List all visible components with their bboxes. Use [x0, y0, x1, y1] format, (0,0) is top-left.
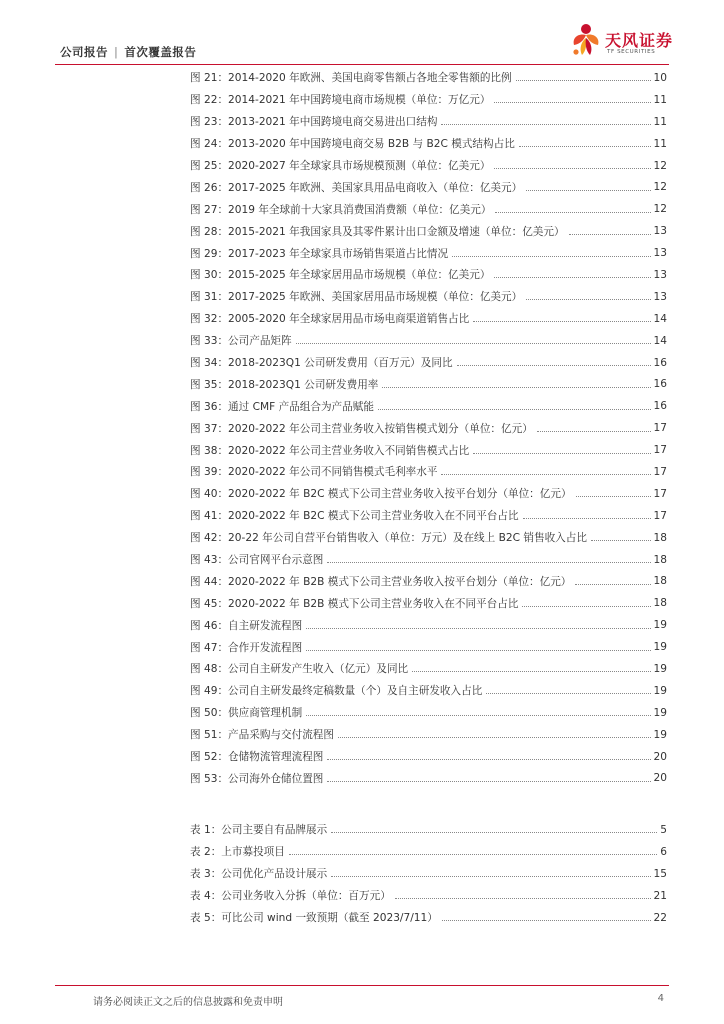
figure-entry-page: 20: [653, 750, 667, 763]
figure-entry[interactable]: [190, 636, 667, 658]
figure-entry-page: 11: [653, 93, 667, 106]
table-entry-page: 22: [653, 911, 667, 924]
dot-leader: [327, 781, 650, 782]
dot-leader: [523, 518, 651, 519]
dot-leader: [306, 715, 650, 716]
figure-entry-label: 图 42：20-22 年公司自营平台销售收入（单位：万元）及在线上 B2C 销售收入占比: [190, 532, 587, 545]
table-entry[interactable]: [190, 863, 667, 885]
figure-entry[interactable]: [190, 417, 667, 439]
figure-entry-page: 19: [653, 684, 667, 697]
page-number: 4: [657, 993, 664, 1004]
figure-entry-label: 图 38：2020-2022 年公司主营业务收入不同销售模式占比: [190, 444, 470, 457]
figure-entry-label: 图 27：2019 年全球前十大家具消费国消费额（单位：亿美元）: [190, 203, 492, 216]
figure-entry-label: 图 39：2020-2022 年公司不同销售模式毛利率水平: [190, 466, 438, 479]
figure-entry-label: 图 31：2017-2025 年欧洲、美国家居用品市场规模（单位：亿美元）: [190, 291, 523, 304]
table-entry-label: 表 2：上市募投项目: [190, 846, 285, 859]
figure-entry-page: 18: [653, 575, 667, 588]
header-divider: [55, 64, 669, 65]
figure-entry-page: 17: [653, 487, 667, 500]
figure-entry-page: 13: [653, 247, 667, 260]
figure-entry[interactable]: [190, 133, 667, 155]
figure-entry-label: 图 25：2020-2027 年全球家具市场规模预测（单位：亿美元）: [190, 160, 491, 172]
dot-leader: [473, 453, 650, 454]
figure-entry[interactable]: [190, 395, 667, 417]
figure-entry-label: 图 26：2017-2025 年欧洲、美国家具用品电商收入（单位：亿美元）: [190, 181, 523, 194]
figure-entry[interactable]: [190, 570, 667, 592]
figure-entry[interactable]: [190, 89, 667, 111]
figure-entry-label: 图 50：供应商管理机制: [190, 707, 303, 720]
figure-entry-label: 图 41：2020-2022 年 B2C 模式下公司主营业务收入在不同平台占比: [190, 510, 519, 523]
footer-divider: [55, 985, 669, 986]
dot-leader: [516, 80, 651, 81]
figure-entry-label: 图 51：产品采购与交付流程图: [190, 729, 334, 742]
figure-entry[interactable]: [190, 308, 667, 330]
figure-entry-label: 图 29：2017-2023 年全球家具市场销售渠道占比情况: [190, 247, 449, 260]
table-entry[interactable]: [190, 819, 667, 841]
figure-entry-page: 10: [653, 71, 667, 84]
figure-entry-label: 图 40：2020-2022 年 B2C 模式下公司主营业务收入按平台划分（单位：亿元）: [190, 488, 572, 501]
dot-leader: [382, 387, 650, 388]
report-type: 公司报告: [60, 45, 108, 59]
figure-entry-label: 图 46：自主研发流程图: [190, 619, 303, 632]
dot-leader: [575, 584, 650, 585]
figure-entry-label: 图 33：公司产品矩阵: [190, 335, 292, 348]
dot-leader: [441, 474, 650, 475]
figure-entry-page: 13: [653, 290, 667, 303]
figure-entry-page: 12: [653, 181, 667, 194]
dot-leader: [412, 671, 650, 672]
figure-entry-label: 图 43：公司官网平台示意图: [190, 554, 324, 567]
dot-leader: [395, 898, 651, 899]
report-subtype: 首次覆盖报告: [124, 45, 197, 59]
figure-entry-page: 19: [653, 619, 667, 632]
figure-entry[interactable]: [190, 155, 667, 177]
figure-entry-page: 16: [653, 356, 667, 369]
figure-entry[interactable]: [190, 746, 667, 768]
figure-entry-label: 图 32：2005-2020 年全球家居用品市场电商渠道销售占比: [190, 313, 470, 326]
dot-leader: [296, 343, 651, 344]
table-entry[interactable]: [190, 885, 667, 907]
table-entry-label: 表 5：可比公司 wind 一致预期（截至 2023/7/11）: [190, 912, 438, 924]
figure-entry-page: 14: [653, 312, 667, 325]
figure-entry[interactable]: [190, 176, 667, 198]
figure-entry[interactable]: [190, 614, 667, 636]
figure-entry[interactable]: [190, 373, 667, 395]
dot-leader: [526, 299, 650, 300]
figure-entry-page: 13: [653, 225, 667, 238]
dot-leader: [327, 759, 650, 760]
dot-leader: [452, 256, 650, 257]
dot-leader: [306, 650, 650, 651]
figure-entry[interactable]: [190, 702, 667, 724]
figure-entry[interactable]: [190, 483, 667, 505]
figure-entry-page: 16: [653, 400, 667, 413]
figure-entry-label: 图 44：2020-2022 年 B2B 模式下公司主营业务收入按平台划分（单位：亿元）: [190, 575, 572, 588]
table-entry-page: 5: [660, 823, 667, 836]
figure-entry-page: 19: [653, 728, 667, 741]
figure-entry[interactable]: [190, 220, 667, 242]
figure-entry-page: 18: [653, 597, 667, 610]
figure-list: [190, 67, 667, 789]
figure-entry-page: 11: [653, 137, 667, 150]
figure-entry-page: 11: [653, 115, 667, 128]
dot-leader: [494, 277, 650, 278]
dot-leader: [338, 737, 651, 738]
table-entry-page: 15: [653, 867, 667, 880]
table-entry-label: 表 4：公司业务收入分拆（单位：百万元）: [190, 890, 391, 903]
figure-entry-label: 图 49：公司自主研发最终定稿数量（个）及自主研发收入占比: [190, 685, 483, 698]
figure-entry-page: 20: [653, 772, 667, 785]
figure-entry-page: 17: [653, 465, 667, 478]
table-list: [190, 819, 667, 928]
figure-entry[interactable]: [190, 461, 667, 483]
dot-leader: [331, 832, 657, 833]
dot-leader: [576, 496, 651, 497]
figure-entry[interactable]: [190, 505, 667, 527]
table-entry-label: 表 1：公司主要自有品牌展示: [190, 824, 328, 837]
figure-entry-page: 19: [653, 706, 667, 719]
figure-entry-label: 图 36：通过 CMF 产品组合为产品赋能: [190, 400, 374, 413]
figure-entry[interactable]: [190, 592, 667, 614]
figure-entry[interactable]: [190, 768, 667, 790]
dot-leader: [457, 365, 651, 366]
table-entry-page: 6: [660, 845, 667, 858]
logo-name: 天风证券: [605, 31, 674, 50]
figure-entry-page: 18: [653, 531, 667, 544]
table-entry-page: 21: [653, 889, 667, 902]
figure-entry-page: 14: [653, 334, 667, 347]
dot-leader: [519, 146, 651, 147]
dot-leader: [591, 540, 651, 541]
figure-entry[interactable]: [190, 286, 667, 308]
figure-entry-page: 16: [653, 378, 667, 391]
figure-entry-page: 17: [653, 422, 667, 435]
figure-entry[interactable]: [190, 198, 667, 220]
dot-leader: [569, 234, 651, 235]
figure-entry-page: 17: [653, 509, 667, 522]
table-entry-label: 表 3：公司优化产品设计展示: [190, 868, 328, 881]
dot-leader: [327, 562, 650, 563]
figure-entry-label: 图 45：2020-2022 年 B2B 模式下公司主营业务收入在不同平台占比: [190, 597, 519, 610]
figure-entry-label: 图 23：2013-2021 年中国跨境电商交易进出口结构: [190, 116, 438, 129]
dot-leader: [522, 606, 650, 607]
figure-entry-label: 图 30：2015-2025 年全球家居用品市场规模（单位：亿美元）: [190, 269, 491, 282]
figure-entry[interactable]: [190, 67, 667, 89]
dot-leader: [473, 321, 650, 322]
dot-leader: [494, 168, 650, 169]
logo-english-name: TF SECURITIES: [607, 49, 656, 55]
figure-entry[interactable]: [190, 242, 667, 264]
figure-entry-page: 13: [653, 268, 667, 281]
figure-entry-label: 图 21：2014-2020 年欧洲、美国电商零售额占各地全零售额的比例: [190, 72, 512, 85]
figure-entry-label: 图 35：2018-2023Q1 公司研发费用率: [190, 378, 379, 391]
figure-entry-label: 图 22：2014-2021 年中国跨境电商市场规模（单位：万亿元）: [190, 94, 491, 107]
figure-entry-label: 图 34：2018-2023Q1 公司研发费用（百万元）及同比: [190, 357, 453, 370]
dot-leader: [526, 190, 650, 191]
figure-entry-page: 12: [653, 203, 667, 216]
figure-entry-label: 图 52：仓储物流管理流程图: [190, 751, 324, 764]
figure-entry-label: 图 24：2013-2020 年中国跨境电商交易 B2B 与 B2C 模式结构占比: [190, 138, 515, 151]
figure-entry[interactable]: [190, 330, 667, 352]
figure-entry-page: 12: [653, 159, 667, 172]
tf-securities-logo-icon: [568, 22, 604, 60]
figure-entry[interactable]: [190, 111, 667, 133]
figure-entry[interactable]: [190, 352, 667, 374]
figure-entry-page: 17: [653, 444, 667, 457]
figure-entry[interactable]: [190, 724, 667, 746]
figure-entry-label: 图 48：公司自主研发产生收入（亿元）及同比: [190, 663, 409, 676]
figure-entry-page: 19: [653, 662, 667, 675]
dot-leader: [441, 124, 650, 125]
dot-leader: [486, 693, 650, 694]
figure-entry[interactable]: [190, 680, 667, 702]
page-header: [0, 0, 724, 66]
dot-leader: [306, 628, 650, 629]
footer-disclaimer: 请务必阅读正文之后的信息披露和免责申明: [93, 997, 283, 1008]
report-type-label: [60, 44, 196, 60]
figure-entry[interactable]: [190, 549, 667, 571]
dot-leader: [495, 212, 650, 213]
dot-leader: [442, 920, 651, 921]
figure-entry[interactable]: [190, 264, 667, 286]
figure-entry-label: 图 53：公司海外仓储位置图: [190, 772, 324, 785]
figure-entry[interactable]: [190, 658, 667, 680]
dot-leader: [289, 854, 657, 855]
dot-leader: [331, 876, 650, 877]
figure-entry-label: 图 37：2020-2022 年公司主营业务收入按销售模式划分（单位：亿元）: [190, 422, 533, 435]
tf-securities-logo: [568, 22, 688, 62]
figure-entry-page: 19: [653, 641, 667, 654]
figure-entry[interactable]: [190, 439, 667, 461]
table-entry[interactable]: [190, 907, 667, 929]
figure-entry[interactable]: [190, 527, 667, 549]
header-separator: |: [114, 45, 119, 59]
dot-leader: [494, 102, 650, 103]
figure-entry-label: 图 47：合作开发流程图: [190, 641, 303, 654]
dot-leader: [378, 409, 651, 410]
figure-entry-label: 图 28：2015-2021 年我国家具及其零件累计出口金额及增速（单位：亿美元）: [190, 225, 565, 238]
table-entry[interactable]: [190, 841, 667, 863]
dot-leader: [537, 431, 651, 432]
figure-entry-page: 18: [653, 553, 667, 566]
